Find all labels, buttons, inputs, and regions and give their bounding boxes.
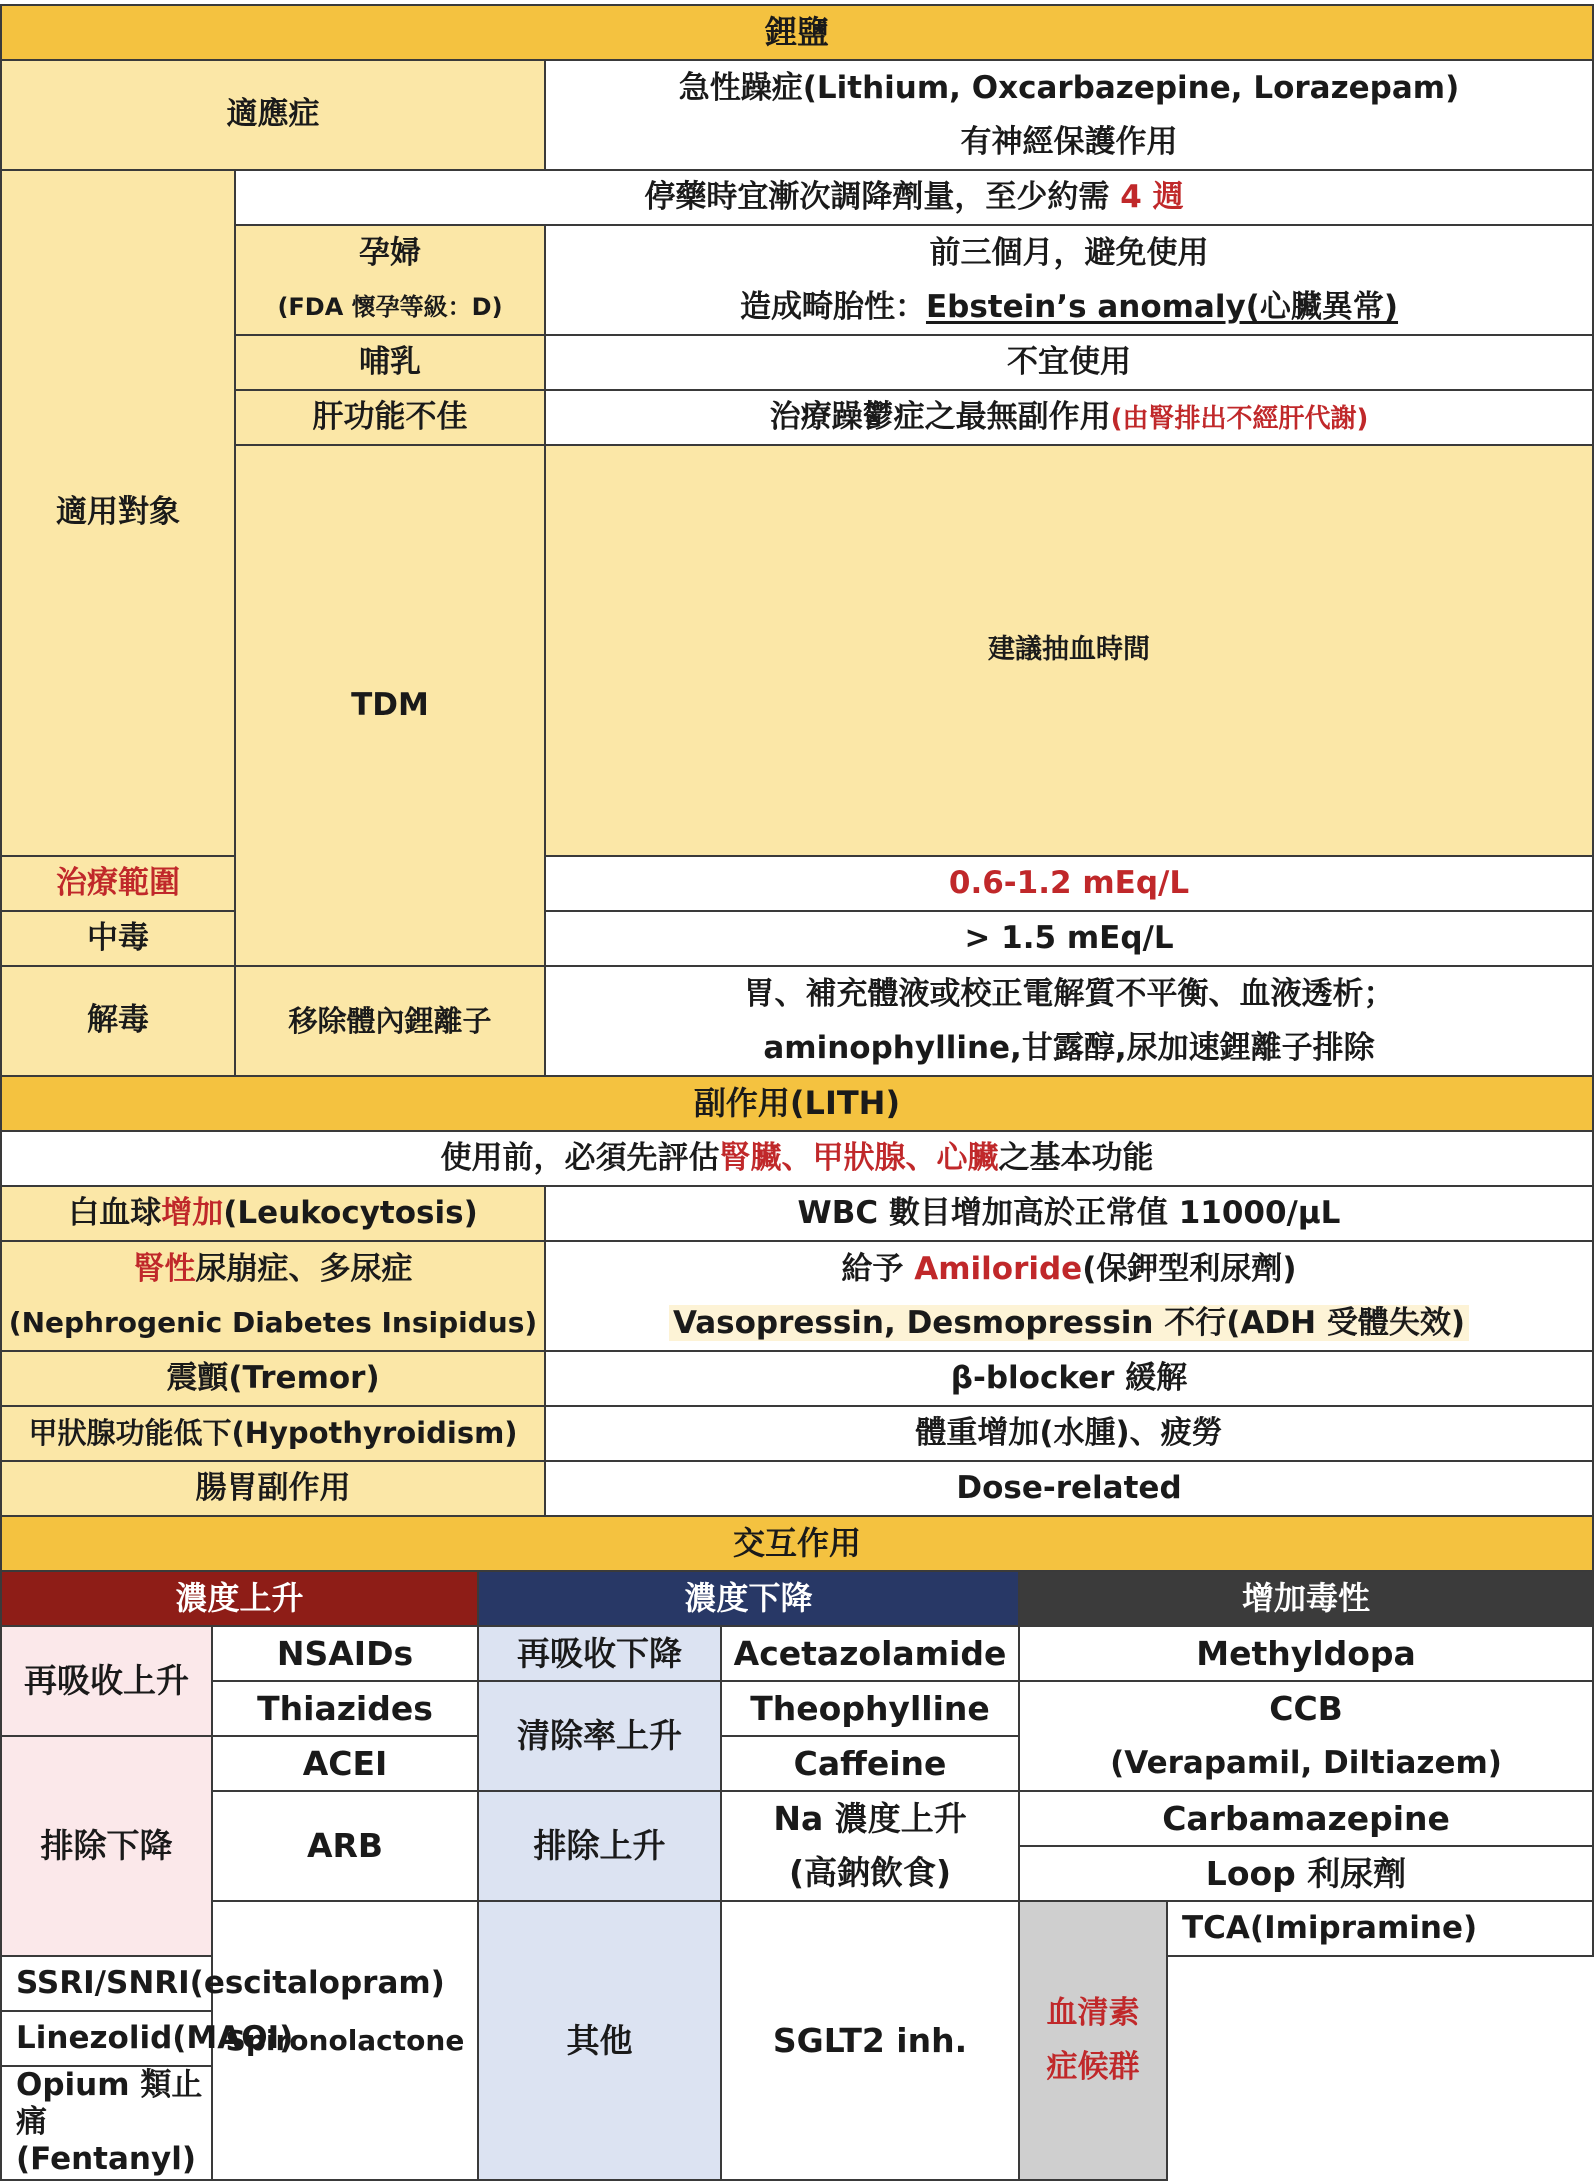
pregnancy-line2-prefix: 造成畸胎性： — [739, 289, 926, 325]
sodium-line2: (高鈉飲食) — [788, 1853, 952, 1893]
pregnancy-line2 — [552, 280, 1586, 334]
drug-caffeine: Caffeine — [721, 1736, 1019, 1791]
ndi-line1-suffix: (保鉀型利尿劑) — [1082, 1251, 1297, 1288]
detox-label: 解毒 — [1, 966, 235, 1076]
decrease-header: 濃度下降 — [478, 1571, 1019, 1626]
pregnancy-label: 孕婦 — [359, 235, 421, 271]
amiloride: Amiloride — [914, 1251, 1083, 1288]
serotonin-line2: 症候群 — [1046, 2049, 1140, 2086]
reabsorption-up-label: 再吸收上升 — [1, 1626, 212, 1736]
pregnancy-line1: 前三個月，避免使用 — [929, 235, 1209, 271]
indication-line1: 急性躁症(Lithium, Oxcarbazepine, Lorazepam) — [678, 70, 1460, 106]
drug-tca: TCA(Imipramine) — [1167, 1901, 1593, 1956]
note-organs: 腎臟、甲狀腺、心臟 — [719, 1139, 999, 1176]
therapeutic-range-label: 治療範圍 — [1, 856, 235, 911]
indication-label: 適應症 — [1, 60, 545, 170]
lactation-value: 不宜使用 — [545, 335, 1593, 390]
reabsorption-down-label: 再吸收下降 — [478, 1626, 721, 1681]
subjects-label: 適用對象 — [1, 170, 235, 856]
lithium-drug-sheet — [0, 4, 1592, 2181]
ccb-line1: CCB — [1269, 1689, 1343, 1729]
taper-note — [235, 170, 1593, 225]
gi-label: 腸胃副作用 — [1, 1461, 545, 1516]
liver-value-text: 治療躁鬱症之最無副作用 — [769, 398, 1111, 435]
ndi-title — [8, 1242, 538, 1296]
lithium-main-table — [0, 4, 1594, 1572]
indication-value — [545, 60, 1593, 170]
sheet-title: 鋰鹽 — [1, 5, 1593, 60]
drug-loop-diuretic: Loop 利尿劑 — [1019, 1846, 1593, 1901]
detox-sub-label: 移除體內鋰離子 — [235, 966, 545, 1076]
ndi-line2-wrap — [552, 1296, 1586, 1350]
drug-ccb — [1019, 1681, 1593, 1791]
drug-nsaids: NSAIDs — [212, 1626, 478, 1681]
drug-acei: ACEI — [212, 1736, 478, 1791]
ndi-english: (Nephrogenic Diabetes Insipidus) — [8, 1306, 538, 1340]
toxic-level-label: 中毒 — [1, 911, 235, 966]
drug-sglt2: SGLT2 inh. — [721, 1901, 1019, 2180]
excretion-down-label: 排除下降 — [1, 1736, 212, 1956]
drug-spironolactone: Spironolactone — [212, 1901, 478, 2180]
hypothyroidism-label: 甲狀腺功能低下(Hypothyroidism) — [1, 1406, 545, 1461]
ccb-line2: (Verapamil, Diltiazem) — [1110, 1745, 1502, 1782]
ndi-red: 腎性 — [133, 1251, 196, 1288]
liver-value — [545, 390, 1593, 445]
pregnancy-fda-category: (FDA 懷孕等級：D) — [277, 293, 503, 321]
taper-text: 停藥時宜漸次調降劑量，至少約需 — [644, 178, 1121, 215]
side-effects-header: 副作用(LITH) — [1, 1076, 1593, 1131]
tremor-label: 震顫(Tremor) — [1, 1351, 545, 1406]
toxic-level-value: > 1.5 mEq/L — [545, 911, 1593, 966]
other-label: 其他 — [478, 1901, 721, 2180]
therapeutic-range-value: 0.6-1.2 mEq/L — [545, 856, 1593, 911]
detox-value — [545, 966, 1593, 1076]
leuko-prefix: 白血球 — [68, 1194, 162, 1231]
sampling-time-label: 建議抽血時間 — [545, 445, 1593, 856]
increase-header: 濃度上升 — [1, 1571, 478, 1626]
indication-line2: 有神經保護作用 — [960, 124, 1178, 160]
leukocytosis-value: WBC 數目增加高於正常值 11000/μL — [545, 1186, 1593, 1241]
drug-theophylline: Theophylline — [721, 1681, 1019, 1736]
detox-line1: 胃、補充體液或校正電解質不平衡、血液透析； — [743, 976, 1395, 1013]
detox-line2: aminophylline,甘露醇,尿加速鋰離子排除 — [763, 1030, 1375, 1067]
interactions-header: 交互作用 — [1, 1516, 1593, 1571]
clearance-up-label: 清除率上升 — [478, 1681, 721, 1791]
excretion-up-label: 排除上升 — [478, 1791, 721, 1901]
drug-carbamazepine: Carbamazepine — [1019, 1791, 1593, 1846]
ndi-line1 — [552, 1242, 1586, 1296]
pregnancy-value — [545, 225, 1593, 335]
pregnancy-label-cell — [235, 225, 545, 335]
drug-acetazolamide: Acetazolamide — [721, 1626, 1019, 1681]
liver-note: (由腎排出不經肝代謝) — [1110, 403, 1369, 434]
drug-arb: ARB — [212, 1791, 478, 1901]
taper-weeks: 4 週 — [1120, 178, 1184, 215]
leuko-suffix: (Leukocytosis) — [223, 1194, 478, 1231]
note-prefix: 使用前，必須先評估 — [440, 1139, 720, 1176]
ndi-line2: Vasopressin, Desmopressin 不行(ADH 受體失效) — [669, 1305, 1469, 1341]
drug-ssri-snri: SSRI/SNRI(escitalopram) — [1, 1956, 212, 2011]
baseline-assessment-note — [1, 1131, 1593, 1186]
leukocytosis-label — [1, 1186, 545, 1241]
interactions-table — [0, 1570, 1594, 2181]
sodium-load — [721, 1791, 1019, 1901]
serotonin-syndrome-label — [1019, 1901, 1167, 2180]
tremor-value: β-blocker 緩解 — [545, 1351, 1593, 1406]
hypothyroidism-value: 體重增加(水腫)、疲勞 — [545, 1406, 1593, 1461]
sodium-line1: Na 濃度上升 — [773, 1799, 967, 1839]
leuko-red: 增加 — [161, 1194, 224, 1231]
liver-label: 肝功能不佳 — [235, 390, 545, 445]
serotonin-line1: 血清素 — [1046, 1995, 1140, 2032]
ndi-value — [545, 1241, 1593, 1351]
ndi-line1-prefix: 給予 — [841, 1251, 915, 1288]
tdm-label: TDM — [235, 445, 545, 966]
note-suffix: 之基本功能 — [998, 1139, 1154, 1176]
toxicity-header: 增加毒性 — [1019, 1571, 1593, 1626]
ebstein-anomaly: Ebstein’s anomaly(心臟異常) — [925, 289, 1399, 325]
gi-value: Dose-related — [545, 1461, 1593, 1516]
drug-linezolid: Linezolid(MAOI) — [1, 2011, 212, 2066]
ndi-main: 尿崩症、多尿症 — [195, 1251, 413, 1288]
ndi-label — [1, 1241, 545, 1351]
drug-opium: Opium 類止痛(Fentanyl) — [1, 2066, 212, 2180]
lactation-label: 哺乳 — [235, 335, 545, 390]
drug-thiazides: Thiazides — [212, 1681, 478, 1736]
drug-methyldopa: Methyldopa — [1019, 1626, 1593, 1681]
